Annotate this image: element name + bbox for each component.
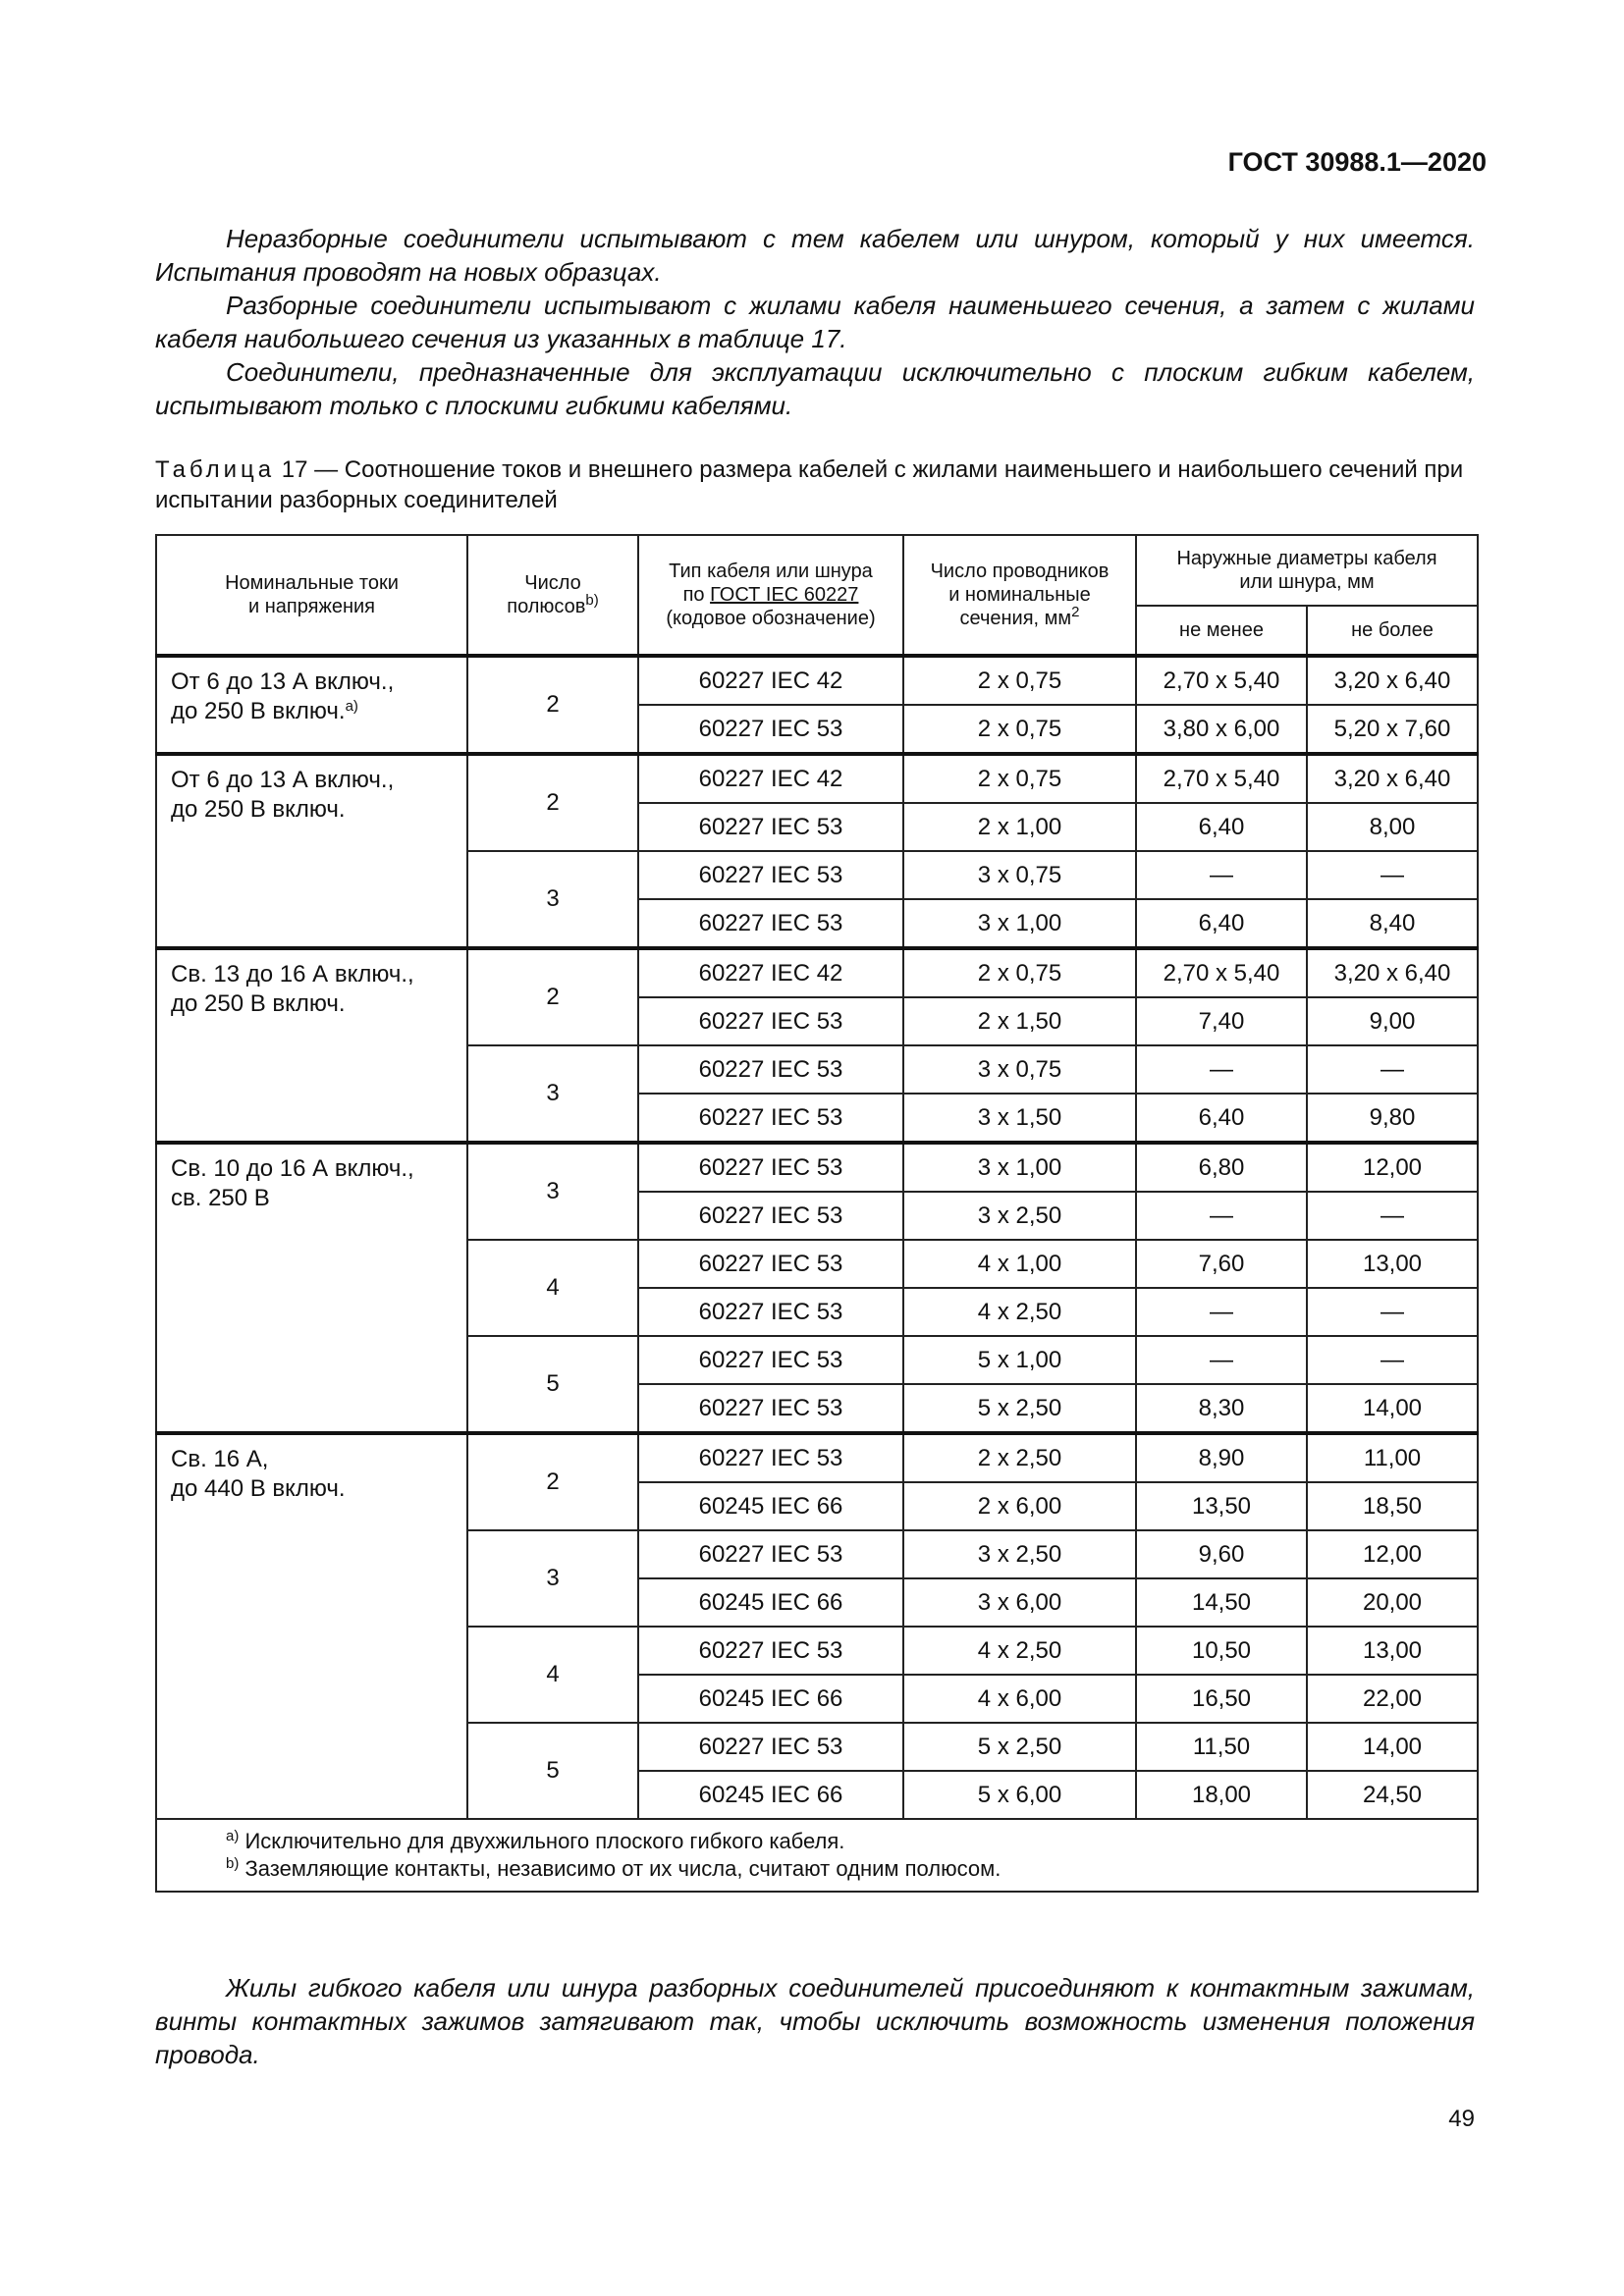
conductors-cell: 2 x 1,50 [903,997,1136,1045]
header-max: не более [1307,606,1478,656]
cable-type-cell: 60227 IEC 53 [638,1336,903,1384]
cable-type-cell: 60245 IEC 66 [638,1482,903,1530]
paragraph-bottom: Жилы гибкого кабеля или шнура разборных соединителей присоединяют к контактным зажимам, винты контактных зажимов затягивают так, чтобы исключить возможность изменения положения провода. [155,1973,1475,2069]
diameter-max-cell: — [1307,1336,1478,1384]
diameter-min-cell: 8,90 [1136,1433,1307,1482]
conductors-cell: 4 x 6,00 [903,1675,1136,1723]
poles-cell: 2 [467,1433,638,1530]
diameter-max-cell: 22,00 [1307,1675,1478,1723]
paragraph-3: Соединители, предназначенные для эксплуатации исключительно с плоским гибким кабелем, испытывают только с плоскими гибкими кабелями. [155,357,1475,420]
diameter-max-cell: 9,80 [1307,1094,1478,1143]
diameter-max-cell: 13,00 [1307,1240,1478,1288]
diameter-max-cell: 8,40 [1307,899,1478,948]
diameter-min-cell: — [1136,1045,1307,1094]
table-row [156,656,1478,705]
conductors-cell: 2 x 0,75 [903,705,1136,754]
cable-type-cell: 60245 IEC 66 [638,1578,903,1627]
diameter-max-cell: — [1307,1045,1478,1094]
paragraph-1: Неразборные соединители испытывают с тем кабелем или шнуром, который у них имеется. Испытания проводят на новых образцах. [155,224,1475,287]
diameter-max-cell: 12,00 [1307,1143,1478,1192]
cable-type-cell: 60227 IEC 53 [638,1384,903,1433]
conductors-cell: 3 x 1,00 [903,899,1136,948]
diameter-max-cell: 3,20 x 6,40 [1307,754,1478,803]
diameter-min-cell: 18,00 [1136,1771,1307,1819]
cable-type-cell: 60227 IEC 53 [638,705,903,754]
cable-type-cell: 60227 IEC 42 [638,754,903,803]
poles-cell: 3 [467,1143,638,1240]
poles-cell: 2 [467,754,638,851]
diameter-max-cell: 20,00 [1307,1578,1478,1627]
table-caption: Таблица 17 — Соотношение токов и внешнего размера кабелей с жилами наименьшего и наибольшего сечений при испытании разборных соединителей [155,456,1464,513]
header-min: не менее [1136,606,1307,656]
cable-type-cell: 60227 IEC 53 [638,1192,903,1240]
poles-cell: 5 [467,1336,638,1433]
cable-table [155,534,1479,1893]
diameter-min-cell: 2,70 x 5,40 [1136,754,1307,803]
diameter-min-cell: 10,50 [1136,1627,1307,1675]
cable-type-cell: 60227 IEC 53 [638,1143,903,1192]
conductors-cell: 3 x 0,75 [903,1045,1136,1094]
header-cable-type: Тип кабеля или шнура по ГОСТ IEC 60227 (кодовое обозначение) [638,535,903,656]
cable-type-cell: 60227 IEC 53 [638,1240,903,1288]
rating-cell: От 6 до 13 А включ., до 250 В включ. [156,754,467,948]
diameter-min-cell: 3,80 x 6,00 [1136,705,1307,754]
cable-type-cell: 60227 IEC 53 [638,803,903,851]
cable-type-cell: 60245 IEC 66 [638,1771,903,1819]
table-notes [156,1819,1478,1892]
table-body [156,656,1478,1819]
conductors-cell: 2 x 0,75 [903,754,1136,803]
note-b: $^{b)}$ Заземляющие контакты, независимо от их числа, считают одним полюсом. [226,1855,1001,1881]
diameter-max-cell: 13,00 [1307,1627,1478,1675]
diameter-min-cell: 14,50 [1136,1578,1307,1627]
poles-cell: 4 [467,1240,638,1336]
diameter-max-cell: 11,00 [1307,1433,1478,1482]
conductors-cell: 5 x 6,00 [903,1771,1136,1819]
cable-type-cell: 60227 IEC 42 [638,656,903,705]
cable-type-cell: 60227 IEC 53 [638,899,903,948]
conductors-cell: 4 x 2,50 [903,1288,1136,1336]
header-rating: Номинальные токи и напряжения [156,535,467,656]
diameter-max-cell: 5,20 x 7,60 [1307,705,1478,754]
cable-type-cell: 60245 IEC 66 [638,1675,903,1723]
diameter-max-cell: 14,00 [1307,1723,1478,1771]
diameter-min-cell: — [1136,1288,1307,1336]
conductors-cell: 5 x 1,00 [903,1336,1136,1384]
diameter-min-cell: 13,50 [1136,1482,1307,1530]
conductors-cell: 3 x 1,00 [903,1143,1136,1192]
table-row [156,1433,1478,1482]
conductors-cell: 5 x 2,50 [903,1384,1136,1433]
poles-cell: 5 [467,1723,638,1819]
cable-type-cell: 60227 IEC 53 [638,1288,903,1336]
diameter-min-cell: 2,70 x 5,40 [1136,656,1307,705]
page-number: 49 [1448,2106,1475,2132]
rating-cell: Св. 10 до 16 А включ., св. 250 В [156,1143,467,1433]
diameter-min-cell: — [1136,1192,1307,1240]
table-row [156,948,1478,997]
poles-cell: 2 [467,656,638,754]
conductors-cell: 2 x 0,75 [903,656,1136,705]
rating-cell: Св. 16 А, до 440 В включ. [156,1433,467,1819]
poles-cell: 3 [467,851,638,948]
table-row [156,754,1478,803]
diameter-min-cell: 6,40 [1136,899,1307,948]
cable-type-cell: 60227 IEC 53 [638,1627,903,1675]
diameter-max-cell: — [1307,851,1478,899]
note-a: $^{a)}$ Исключительно для двухжильного плоского гибкого кабеля. [226,1828,845,1853]
conductors-cell: 5 x 2,50 [903,1723,1136,1771]
diameter-min-cell: 9,60 [1136,1530,1307,1578]
rating-cell: Св. 13 до 16 А включ., до 250 В включ. [156,948,467,1143]
conductors-cell: 3 x 2,50 [903,1530,1136,1578]
cable-type-cell: 60227 IEC 53 [638,1530,903,1578]
gost-link[interactable]: ГОСТ IEC 60227 [710,584,859,606]
diameter-max-cell: 14,00 [1307,1384,1478,1433]
cable-type-cell: 60227 IEC 42 [638,948,903,997]
poles-cell: 3 [467,1045,638,1143]
diameter-max-cell: 12,00 [1307,1530,1478,1578]
paragraph-2: Разборные соединители испытывают с жилами кабеля наименьшего сечения, а затем с жилами кабеля наибольшего сечения из указанных в таблице 17. [155,291,1475,353]
cable-type-cell: 60227 IEC 53 [638,1433,903,1482]
header-poles: Число полюсов$^{b)}$ [467,535,638,656]
diameter-max-cell: 18,50 [1307,1482,1478,1530]
conductors-cell: 3 x 6,00 [903,1578,1136,1627]
conductors-cell: 3 x 1,50 [903,1094,1136,1143]
diameter-min-cell: 11,50 [1136,1723,1307,1771]
cable-type-cell: 60227 IEC 53 [638,851,903,899]
diameter-min-cell: 7,60 [1136,1240,1307,1288]
conductors-cell: 4 x 2,50 [903,1627,1136,1675]
rating-cell: От 6 до 13 А включ., до 250 В включ.$^{a)}$ [156,656,467,754]
diameter-max-cell: 3,20 x 6,40 [1307,948,1478,997]
diameter-max-cell: 24,50 [1307,1771,1478,1819]
diameter-min-cell: — [1136,1336,1307,1384]
diameter-min-cell: 8,30 [1136,1384,1307,1433]
diameter-min-cell: 7,40 [1136,997,1307,1045]
header-conductors: Число проводников и номинальные сечения, $мм^2$ [903,535,1136,656]
diameter-max-cell: 8,00 [1307,803,1478,851]
diameter-min-cell: 2,70 x 5,40 [1136,948,1307,997]
table-row [156,1143,1478,1192]
cable-type-cell: 60227 IEC 53 [638,1723,903,1771]
conductors-cell: 2 x 1,00 [903,803,1136,851]
diameter-min-cell: 6,80 [1136,1143,1307,1192]
conductors-cell: 3 x 0,75 [903,851,1136,899]
diameter-min-cell: 6,40 [1136,1094,1307,1143]
standard-code: ГОСТ 30988.1—2020 [1227,147,1487,177]
diameter-max-cell: 3,20 x 6,40 [1307,656,1478,705]
diameter-min-cell: 16,50 [1136,1675,1307,1723]
conductors-cell: 2 x 0,75 [903,948,1136,997]
cable-type-cell: 60227 IEC 53 [638,1045,903,1094]
header-diameters: Наружные диаметры кабеля или шнура, мм [1136,535,1478,606]
conductors-cell: 2 x 6,00 [903,1482,1136,1530]
poles-cell: 3 [467,1530,638,1627]
cable-type-cell: 60227 IEC 53 [638,997,903,1045]
diameter-max-cell: 9,00 [1307,997,1478,1045]
poles-cell: 2 [467,948,638,1045]
diameter-min-cell: — [1136,851,1307,899]
cable-type-cell: 60227 IEC 53 [638,1094,903,1143]
diameter-max-cell: — [1307,1288,1478,1336]
conductors-cell: 3 x 2,50 [903,1192,1136,1240]
conductors-cell: 4 x 1,00 [903,1240,1136,1288]
diameter-max-cell: — [1307,1192,1478,1240]
diameter-min-cell: 6,40 [1136,803,1307,851]
poles-cell: 4 [467,1627,638,1723]
conductors-cell: 2 x 2,50 [903,1433,1136,1482]
